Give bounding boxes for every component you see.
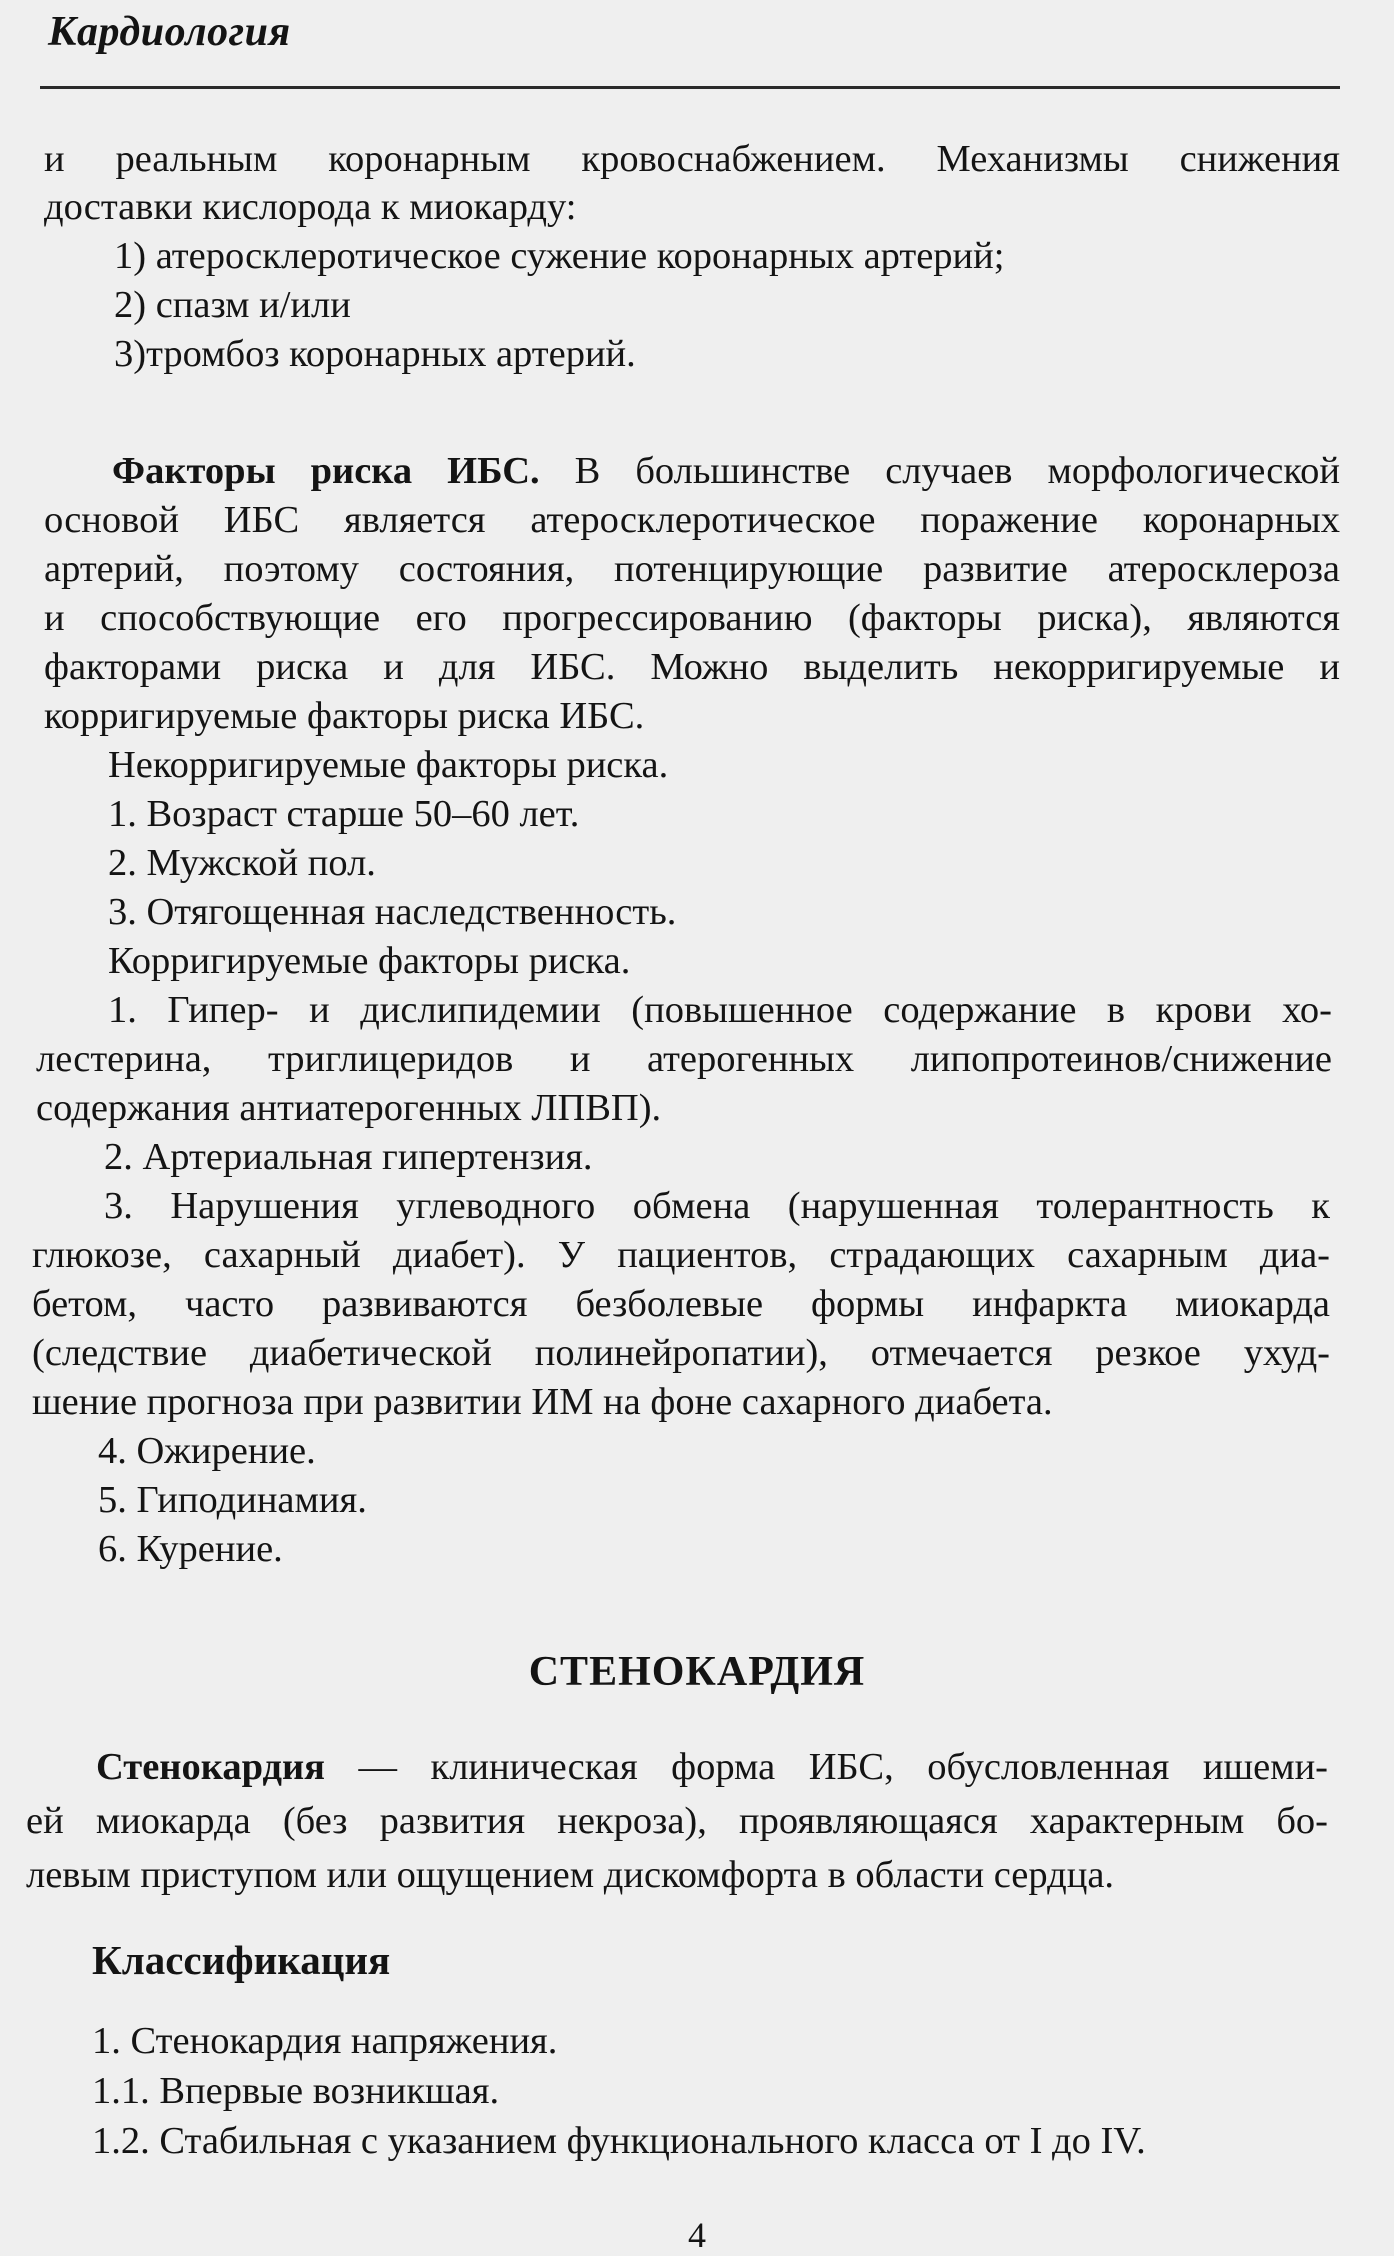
risk-factors-line-3: артерий, поэтому состояния, потенцирующие развитие атеросклероза (44, 548, 1340, 590)
risk-factors-line-5: факторами риска и для ИБС. Можно выделить некорригируемые и (44, 646, 1340, 688)
risk-factors-line-6: корригируемые факторы риска ИБС. (44, 695, 645, 737)
risk-factors-line-1-text: В большинстве случаев морфологической (574, 450, 1340, 492)
risk-factors-line-4: и способствующие его прогрессированию (факторы риска), являются (44, 597, 1340, 639)
section-heading-angina: СТЕНОКАРДИЯ (528, 1649, 866, 1695)
angina-definition-line-2: ей миокарда (без развития некроза), проявляющаяся характерным бо- (26, 1800, 1328, 1842)
intro-item-3: 3)тромбоз коронарных артерий. (114, 333, 636, 375)
classification-item-1-2: 1.2. Стабильная с указанием функционального класса от I до IV. (92, 2120, 1146, 2162)
header-rule (40, 86, 1340, 89)
angina-definition-line-3: левым приступом или ощущением дискомфорта в области сердца. (26, 1854, 1115, 1896)
classification-heading: Классификация (92, 1937, 391, 1983)
correctable-3-line-4: (следствие диабетической полинейропатии), отмечается резкое ухуд- (32, 1332, 1330, 1374)
correctable-title: Корригируемые факторы риска. (108, 940, 631, 982)
correctable-item-2: 2. Артериальная гипертензия. (104, 1136, 593, 1178)
risk-factors-title: Факторы риска ИБС. (112, 450, 540, 492)
correctable-3-line-3: бетом, часто развиваются безболевые формы инфаркта миокарда (32, 1283, 1330, 1325)
noncorrectable-item-1: 1. Возраст старше 50–60 лет. (108, 793, 580, 835)
correctable-1-line-2: лестерина, триглицеридов и атерогенных липопротеинов/снижение (36, 1038, 1332, 1080)
intro-item-2: 2) спазм и/или (114, 284, 351, 326)
noncorrectable-title: Некорригируемые факторы риска. (108, 744, 669, 786)
intro-line-2: доставки кислорода к миокарду: (44, 186, 577, 228)
classification-item-1-1: 1.1. Впервые возникшая. (92, 2070, 500, 2112)
correctable-item-6: 6. Курение. (98, 1528, 283, 1570)
risk-factors-line-2: основой ИБС является атеросклеротическое поражение коронарных (44, 499, 1340, 541)
page-number: 4 (688, 2215, 706, 2255)
correctable-3-line-5: шение прогноза при развитии ИМ на фоне сахарного диабета. (32, 1381, 1053, 1423)
correctable-1-line-1: 1. Гипер- и дислипидемии (повышенное содержание в крови хо- (108, 989, 1332, 1031)
angina-definition-line-1-text: — клиническая форма ИБС, обусловленная ишеми- (324, 1746, 1328, 1788)
correctable-item-4: 4. Ожирение. (98, 1430, 316, 1472)
correctable-1-line-3: содержания антиатерогенных ЛПВП). (36, 1087, 662, 1129)
running-header: Кардиология (48, 9, 291, 55)
correctable-3-line-1: 3. Нарушения углеводного обмена (нарушенная толерантность к (104, 1185, 1330, 1227)
intro-line-1: и реальным коронарным кровоснабжением. Механизмы снижения (44, 138, 1340, 180)
noncorrectable-item-2: 2. Мужской пол. (108, 842, 376, 884)
angina-term: Стенокардия (96, 1746, 325, 1788)
intro-item-1: 1) атеросклеротическое сужение коронарных артерий; (114, 235, 1005, 277)
correctable-item-5: 5. Гиподинамия. (98, 1479, 367, 1521)
angina-definition-line-1 (96, 1744, 1328, 1790)
noncorrectable-item-3: 3. Отягощенная наследственность. (108, 891, 677, 933)
classification-item-1: 1. Стенокардия напряжения. (92, 2020, 558, 2062)
correctable-3-line-2: глюкозе, сахарный диабет). У пациентов, страдающих сахарным диа- (32, 1234, 1330, 1276)
risk-factors-line-1 (112, 448, 1340, 494)
